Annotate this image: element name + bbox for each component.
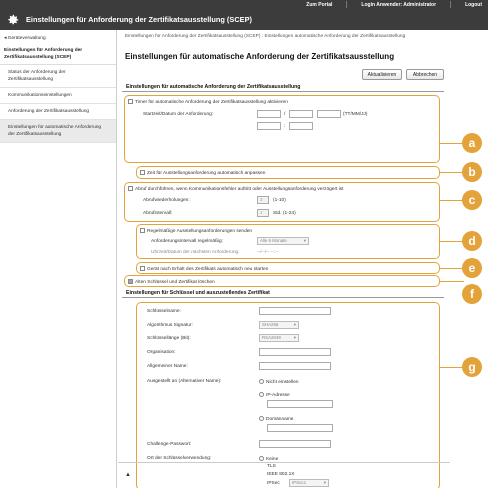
key-name-label: Schlüsselname: — [147, 309, 181, 314]
periodic-checkbox[interactable] — [140, 228, 145, 233]
marker-a: a — [462, 133, 482, 153]
interval-label: Abrufintervall: — [143, 211, 173, 216]
time-separator: : — [284, 124, 286, 129]
marker-b: b — [462, 162, 482, 182]
marker-e: e — [462, 258, 482, 278]
usage-none-option[interactable] — [259, 456, 278, 462]
retry-label: Abruf durchführen, wenn Kommunikationsfehler auftritt oder Ausstellungsanforderung verzögert ist — [135, 186, 344, 192]
periodic-interval-label: Anforderungsintervall regelmäßig: — [151, 239, 223, 244]
timer-panel — [124, 95, 440, 163]
retries-input[interactable]: 3 — [257, 196, 269, 204]
usage-none-label: Keine — [266, 456, 279, 462]
challenge-label: Challenge-Passwort: — [147, 442, 192, 447]
breadcrumb: Einstellungen für Anforderung der Zertifikatsausstellung (SCEP) : Einstellungen automatische Anforderung der Zertifikatsausstellung — [125, 34, 406, 39]
san-none-radio[interactable] — [259, 379, 264, 384]
start-minute-input[interactable] — [289, 122, 313, 130]
sidebar-item-auto-request[interactable]: Einstellungen für automatische Anforderung der Zertifikatsausstellung — [0, 120, 116, 143]
adjust-checkbox[interactable] — [140, 170, 145, 175]
start-label: Startzeit/Datum der Anforderung: — [143, 112, 214, 117]
title-bar — [0, 9, 488, 30]
start-hour-input[interactable] — [257, 122, 281, 130]
san-none-option[interactable] — [259, 379, 299, 385]
san-domain-option[interactable] — [259, 416, 293, 422]
sig-algo-select[interactable]: SHA256 ▾ — [259, 321, 299, 329]
main-content — [118, 30, 450, 488]
next-request-label: Uhrzeit/Datum der nächsten Anforderung: — [151, 250, 240, 255]
interval-unit: Std. (1-24) — [273, 211, 296, 216]
periodic-row — [140, 228, 252, 234]
section-key-title: Einstellungen für Schlüssel und auszustellendes Zertifikat — [122, 289, 444, 298]
periodic-interval-select[interactable]: Alle 6 Monate ▾ — [257, 237, 309, 245]
san-domain-label: Domänname — [266, 416, 294, 422]
leader-b — [440, 172, 464, 173]
usage-none-radio[interactable] — [259, 456, 264, 461]
section-auto-request-title: Einstellungen für automatische Anforderung der Zertifikatsausstellung — [122, 83, 444, 92]
delete-label: Alten Schlüssel und Zertifikat löschen — [135, 279, 215, 285]
san-ip-radio[interactable] — [259, 392, 264, 397]
page-title: Einstellungen für automatische Anforderung der Zertifikatsausstellung — [125, 52, 395, 61]
sidebar-item-communication[interactable]: Kommunikationseinstellungen — [0, 88, 116, 104]
back-label: Geräteverwaltung — [7, 36, 46, 41]
restart-panel — [136, 262, 440, 274]
adjust-label: Zeit für Ausstellungsanforderung automatisch anpassen — [147, 170, 266, 176]
common-name-input[interactable] — [259, 362, 331, 370]
sidebar-heading[interactable]: Einstellungen für Anforderung der Zertifikatsausstellung (SCEP) — [0, 44, 116, 65]
update-button[interactable]: Aktualisieren — [362, 69, 402, 80]
retry-checkbox[interactable] — [128, 186, 133, 191]
delete-row — [128, 279, 215, 285]
common-name-label: Allgemeiner Name: — [147, 364, 188, 369]
date-hint: (TT/MM/JJ) — [343, 112, 368, 117]
usage-tls-option[interactable]: TLS — [267, 464, 276, 469]
sidebar-item-request[interactable]: Anforderung der Zertifikatsausstellung — [0, 104, 116, 120]
leader-d — [440, 241, 464, 242]
marker-c: c — [462, 190, 482, 210]
interval-input[interactable]: 1 — [257, 209, 269, 217]
divider — [450, 1, 451, 8]
san-ip-input[interactable] — [267, 400, 333, 408]
usage-label: Ort der Schlüsselverwendung: — [147, 456, 212, 461]
marker-g: g — [462, 357, 482, 377]
usage-8021x-option[interactable]: IEEE 802.1X — [267, 472, 295, 477]
marker-f: f — [462, 284, 482, 304]
key-name-input[interactable] — [259, 307, 331, 315]
leader-c — [440, 200, 464, 201]
leader-f — [440, 281, 464, 282]
retries-range: (1-10) — [273, 198, 286, 203]
timer-checkbox[interactable] — [128, 99, 133, 104]
retry-row — [128, 186, 344, 192]
delete-checkbox[interactable] — [128, 279, 133, 284]
scroll-top-icon[interactable]: ▲ — [125, 472, 131, 478]
delete-panel — [124, 275, 440, 287]
san-ip-option[interactable] — [259, 392, 290, 398]
top-bar — [0, 0, 488, 30]
sig-algo-label: Algorithmus Signatur: — [147, 323, 193, 328]
restart-label: Gerät nach Erhalt des Zertifikats automatisch neu starten — [147, 266, 269, 272]
leader-e — [440, 268, 464, 269]
san-ip-label: IP-Adresse — [266, 392, 290, 398]
leader-g — [440, 367, 464, 368]
key-length-label: Schlüssellänge (Bit): — [147, 336, 191, 341]
bottom-divider — [118, 462, 450, 463]
back-link[interactable] — [0, 30, 116, 44]
next-request-value: --/--/-- --:-- — [257, 250, 279, 255]
login-user-label: Login Anwender: Administrator — [361, 1, 437, 8]
portal-link[interactable]: Zum Portal — [306, 1, 333, 8]
sidebar-item-status[interactable]: Status der Anforderung der Zertifikatsausstellung — [0, 65, 116, 88]
periodic-label: Regelmäßige Ausstellungsanforderungen senden — [147, 228, 253, 234]
adjust-row — [140, 170, 265, 176]
start-month-input[interactable] — [289, 110, 313, 118]
date-separator: / — [284, 112, 286, 117]
restart-row — [140, 266, 268, 272]
chevron-left-icon: ◂ — [4, 36, 8, 41]
timer-label: Timer für automatische Anforderung der Zertifikatsausstellung aktivieren — [135, 99, 288, 105]
key-settings-panel — [136, 302, 440, 488]
ipsec-select[interactable]: IPSec1 ▾ — [289, 479, 329, 487]
leader-a — [440, 143, 464, 144]
retries-label: Abrufwiederholungen: — [143, 198, 190, 203]
divider — [346, 1, 347, 8]
start-day-input[interactable] — [257, 110, 281, 118]
retry-panel — [124, 182, 440, 222]
challenge-input[interactable] — [259, 440, 331, 448]
restart-checkbox[interactable] — [140, 266, 145, 271]
san-domain-radio[interactable] — [259, 416, 264, 421]
adjust-panel — [136, 166, 440, 179]
organization-label: Organisation: — [147, 350, 176, 355]
san-domain-input[interactable] — [267, 424, 333, 432]
timer-row — [128, 99, 288, 105]
marker-d: d — [462, 231, 482, 251]
usage-ipsec-option[interactable]: IPSec — [267, 481, 280, 486]
periodic-panel — [136, 224, 440, 259]
sidebar — [0, 30, 117, 488]
logout-link[interactable]: Logout — [465, 1, 482, 8]
header-links — [306, 0, 482, 9]
san-none-label: Nicht einstellen — [266, 379, 299, 385]
key-length-select[interactable]: RSA2048 ▾ — [259, 334, 299, 342]
cancel-button[interactable]: Abbrechen — [406, 69, 444, 80]
gear-icon — [6, 13, 20, 27]
page-header-title: Einstellungen für Anforderung der Zertifikatsausstellung (SCEP) — [26, 15, 252, 24]
start-year-input[interactable] — [317, 110, 341, 118]
san-label: Ausgestellt an (Alternativer Name): — [147, 379, 222, 384]
organization-input[interactable] — [259, 348, 331, 356]
